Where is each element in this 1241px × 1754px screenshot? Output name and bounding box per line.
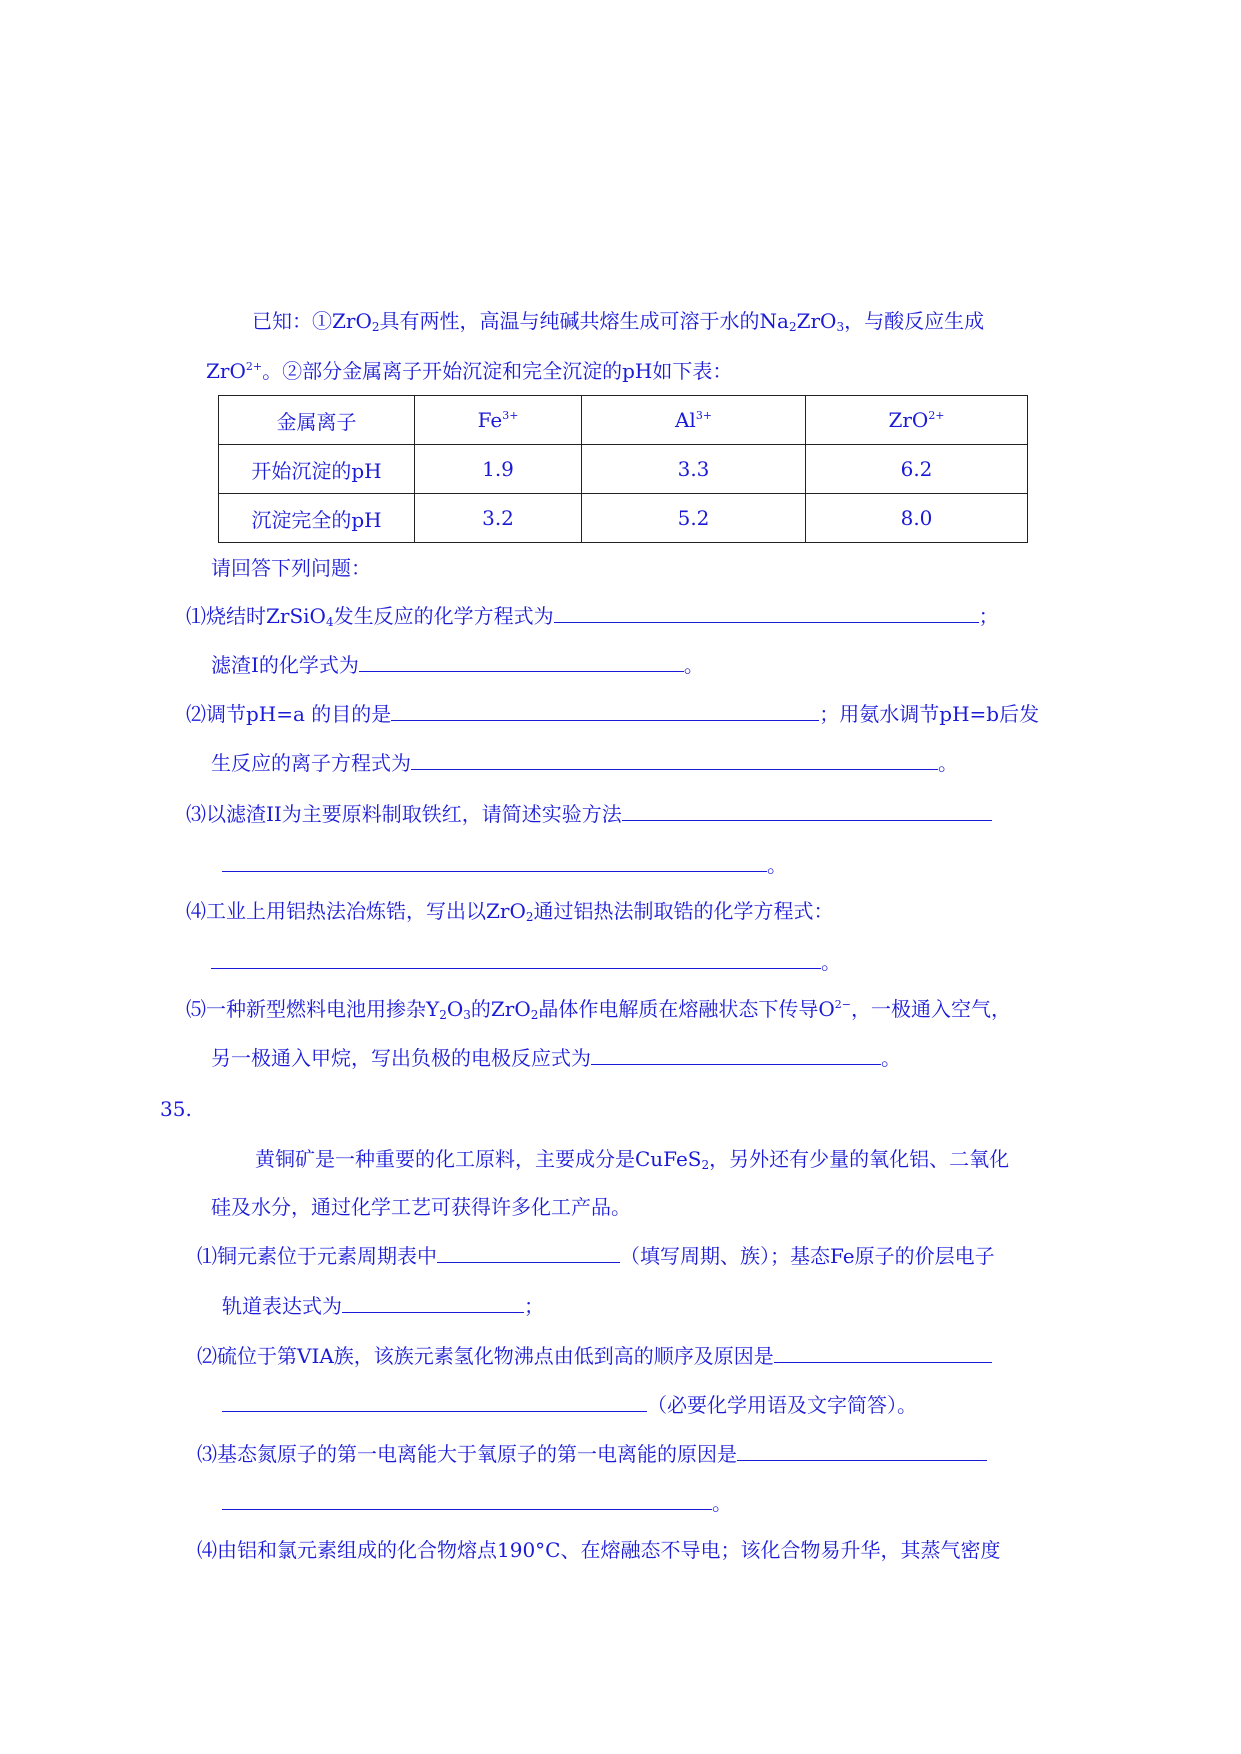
q35-3-line-1: ⑶基态氮原子的第一电离能大于氧原子的第一电离能的原因是 — [197, 1440, 987, 1468]
answer-blank[interactable] — [774, 1342, 992, 1363]
answer-blank[interactable] — [359, 651, 684, 672]
q35-intro-line-1: 黄铜矿是一种重要的化工原料，主要成分是CuFeS$_2$，另外还有少量的氧化铝、二氧化 — [255, 1147, 1010, 1172]
known-line-2: ZrO$^{2+}$。②部分金属离子开始沉淀和完全沉淀的pH如下表： — [206, 359, 733, 383]
answer-blank[interactable] — [211, 948, 821, 969]
answer-blank[interactable] — [342, 1292, 524, 1313]
q35-2-line-2: （必要化学用语及文字简答）。 — [222, 1391, 917, 1419]
q34-4-line-1: ⑷工业上用铝热法冶炼锆，写出以ZrO$_2$通过铝热法制取锆的化学方程式： — [186, 899, 834, 924]
table-header-row — [219, 396, 1028, 445]
table-cell: $Al^{3+}$ — [582, 396, 806, 445]
known-line-1: 已知：①ZrO$_2$具有两性，高温与纯碱共熔生成可溶于水的$Na_2ZrO_3$，与酸反应生成 — [252, 309, 985, 334]
q35-1-line-1: ⑴铜元素位于元素周期表中 （填写周期、族）；基态Fe原子的价层电子 — [197, 1244, 995, 1268]
table-cell: 金属离子 — [219, 396, 415, 445]
answer-blank[interactable] — [222, 1391, 647, 1412]
table-cell: ZrO$^{2+}$ — [806, 396, 1028, 445]
table-cell: 6.2 — [806, 445, 1028, 494]
table-row — [219, 494, 1028, 543]
q34-1-line-2: 滤渣I的化学式为 。 — [211, 653, 704, 677]
table-cell: 1.9 — [415, 445, 582, 494]
q34-1-line-1: ⑴烧结时ZrSiO$_4$发生反应的化学方程式为 ； — [186, 604, 999, 629]
q35-1-line-2: 轨道表达式为 ； — [222, 1294, 544, 1318]
q34-3-line-2: 。 — [222, 851, 787, 879]
table-cell: 5.2 — [582, 494, 806, 543]
answer-blank[interactable] — [222, 851, 767, 872]
q35-4-line-1: ⑷由铝和氯元素组成的化合物熔点190°C、在熔融态不导电；该化合物易升华，其蒸气密度 — [197, 1538, 1001, 1562]
table-cell: 沉淀完全的pH — [219, 494, 415, 543]
q35-2-line-1: ⑵硫位于第VIA族，该族元素氢化物沸点由低到高的顺序及原因是 — [197, 1342, 992, 1370]
table-cell: 3.3 — [582, 445, 806, 494]
q34-5-line-1: ⑸一种新型燃料电池用掺杂$Y_2O_3$的ZrO$_2$晶体作电解质在熔融状态下传导$O^{2-}$，一极通入空气， — [186, 997, 1012, 1022]
answer-blank[interactable] — [222, 1489, 712, 1510]
q34-3-line-1: ⑶以滤渣II为主要原料制取铁红，请简述实验方法 — [186, 800, 992, 828]
answer-blank[interactable] — [737, 1440, 987, 1461]
question-number: 35. — [160, 1097, 192, 1121]
answer-blank[interactable] — [554, 602, 979, 623]
answer-blank[interactable] — [591, 1044, 881, 1065]
table-cell: 开始沉淀的pH — [219, 445, 415, 494]
ph-table — [218, 395, 1028, 543]
answer-blank[interactable] — [391, 700, 819, 721]
q34-5-line-2: 另一极通入甲烷，写出负极的电极反应式为 。 — [211, 1046, 901, 1070]
table-cell: 3.2 — [415, 494, 582, 543]
q35-3-line-2: 。 — [222, 1489, 732, 1517]
table-row — [219, 445, 1028, 494]
q34-4-line-2: 。 — [211, 948, 841, 976]
table-cell: 8.0 — [806, 494, 1028, 543]
prompt: 请回答下列问题： — [211, 556, 371, 580]
table-cell: $Fe^{3+}$ — [415, 396, 582, 445]
q34-2-line-2: 生反应的离子方程式为 。 — [211, 751, 958, 775]
answer-blank[interactable] — [622, 800, 992, 821]
q34-2-line-1: ⑵调节pH=a 的目的是 ；用氨水调节pH=b后发 — [186, 702, 1040, 726]
answer-blank[interactable] — [437, 1242, 620, 1263]
q35-intro-line-2: 硅及水分，通过化学工艺可获得许多化工产品。 — [211, 1195, 631, 1219]
answer-blank[interactable] — [411, 749, 938, 770]
